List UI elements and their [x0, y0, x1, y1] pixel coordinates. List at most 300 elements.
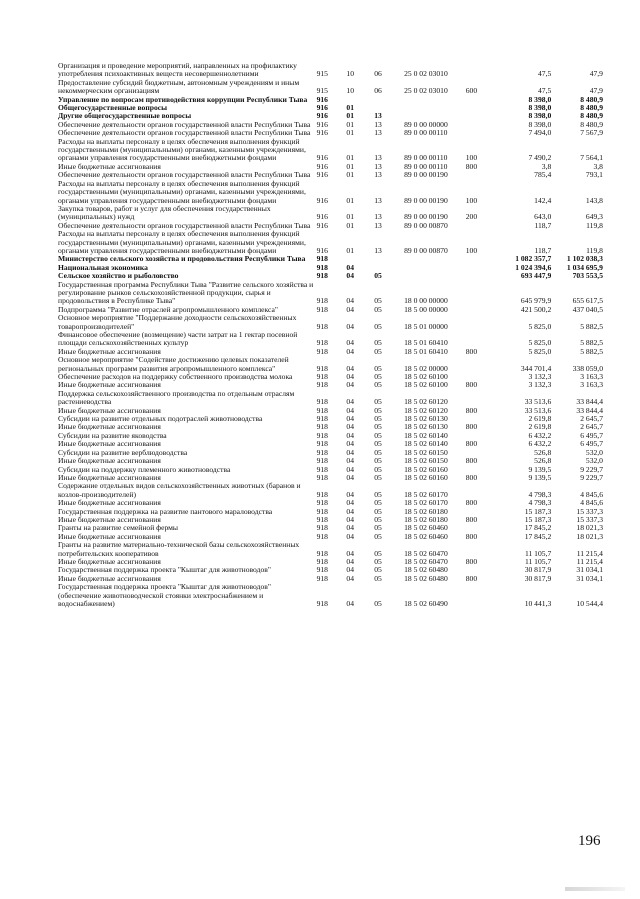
cell-csr: 18 5 02 60150	[404, 447, 448, 457]
cell-s1: 3,8	[541, 161, 552, 171]
cell-rz: 01	[346, 119, 354, 129]
cell-ved: 916	[316, 153, 328, 163]
cell-rz: 04	[346, 447, 354, 457]
cell-name: Иные бюджетные ассигнования	[58, 556, 161, 566]
cell-vr: 800	[465, 161, 478, 171]
cell-s1: 30 817,9	[524, 565, 552, 575]
cell-name: Государственная программа Республики Тыва "Развитие сельского хозяйства и регулирование рынков сельскохозяйственной продукции, сырья и продовольствия в Республике Тыва"	[58, 279, 314, 306]
cell-s2: 3,8	[593, 161, 603, 171]
cell-rz: 01	[346, 111, 354, 121]
cell-rz: 01	[346, 220, 354, 230]
cell-name: Государственная поддержка проекта "Кыштаг для животноводов"	[58, 565, 271, 575]
cell-ved: 916	[316, 195, 328, 205]
cell-rz: 04	[346, 565, 354, 575]
cell-csr: 18 5 01 60410	[404, 338, 448, 348]
cell-vr: 200	[465, 212, 478, 222]
cell-csr: 89 0 00 00000	[404, 119, 448, 129]
cell-ved: 918	[316, 414, 328, 424]
cell-s2: 1 102 038,3	[566, 254, 603, 264]
cell-vr: 800	[465, 472, 478, 482]
cell-rz: 04	[346, 271, 354, 281]
cell-ved: 918	[316, 346, 328, 356]
cell-name: Государственная поддержка проекта "Кыштаг для животноводов" (обеспечение животноводческой стоянки электроснабжением и водоснабжением)	[58, 582, 271, 608]
cell-rz: 04	[346, 523, 354, 533]
table-row	[58, 281, 603, 306]
cell-s2: 33 844,4	[576, 397, 603, 407]
cell-s2: 3 163,3	[580, 372, 603, 382]
cell-s2: 9 229,7	[580, 472, 603, 482]
cell-s2: 6 495,7	[580, 430, 603, 440]
cell-s2: 2 645,7	[580, 422, 603, 432]
cell-s1: 9 139,5	[528, 464, 552, 474]
cell-csr: 18 5 01 00000	[404, 321, 448, 331]
cell-vr: 800	[465, 346, 478, 356]
cell-ved: 916	[316, 245, 328, 255]
cell-pr: 05	[374, 498, 382, 508]
cell-s1: 643,0	[534, 212, 552, 222]
cell-ved: 918	[316, 271, 328, 281]
cell-s1: 17 845,2	[524, 523, 552, 533]
cell-csr: 89 0 00 00110	[404, 153, 448, 163]
table-row	[58, 62, 603, 79]
cell-csr: 89 0 00 00870	[404, 245, 448, 255]
cell-s1: 3 132,3	[528, 372, 552, 382]
cell-s2: 8 480,9	[580, 103, 603, 113]
cell-s1: 526,8	[534, 456, 552, 466]
cell-pr: 05	[374, 523, 382, 533]
cell-rz: 04	[346, 321, 354, 331]
cell-name: Субсидии на развитие верблюдоводства	[58, 447, 188, 457]
cell-csr: 25 0 02 03010	[404, 86, 448, 96]
cell-rz: 04	[346, 573, 354, 583]
cell-s1: 30 817,9	[524, 573, 552, 583]
cell-csr: 18 5 02 60480	[404, 565, 448, 575]
cell-s2: 119,8	[586, 220, 603, 230]
cell-name: Основное мероприятие "Поддержание доходности сельскохозяйственных товаропроизводителей"	[58, 313, 297, 331]
cell-name: Управление по вопросам противодействия коррупции Республики Тыва	[58, 94, 308, 104]
cell-ved: 915	[316, 86, 328, 96]
cell-ved: 918	[316, 472, 328, 482]
cell-rz: 04	[346, 363, 354, 373]
cell-name: Иные бюджетные ассигнования	[58, 531, 161, 541]
cell-rz: 04	[346, 439, 354, 449]
cell-pr: 13	[374, 111, 382, 121]
cell-name: Расходы на выплаты персоналу в целях обеспечения выполнения функций государственными (муниципальными) органами, казенными учреждениями, органами управления государственными внебюджетными фондами	[58, 229, 306, 255]
cell-pr: 13	[374, 119, 382, 129]
cell-pr: 06	[374, 69, 382, 79]
cell-s1: 5 825,0	[528, 346, 552, 356]
cell-ved: 915	[316, 69, 328, 79]
cell-s2: 3 163,3	[580, 380, 603, 390]
cell-rz: 04	[346, 372, 354, 382]
cell-rz: 04	[346, 599, 354, 608]
cell-vr: 800	[465, 573, 478, 583]
cell-ved: 918	[316, 456, 328, 466]
cell-ved: 916	[316, 128, 328, 138]
cell-pr: 05	[374, 472, 382, 482]
cell-name: Обеспечение деятельности органов государственной власти Республики Тыва	[58, 170, 311, 180]
cell-csr: 18 5 02 60490	[404, 599, 448, 608]
cell-rz: 04	[346, 531, 354, 541]
cell-s2: 15 337,3	[576, 514, 603, 524]
cell-name: Субсидии на развитие яководства	[58, 430, 167, 440]
cell-name: Иные бюджетные ассигнования	[58, 161, 161, 171]
cell-ved: 916	[316, 212, 328, 222]
cell-pr: 13	[374, 245, 382, 255]
cell-ved: 918	[316, 363, 328, 373]
cell-pr: 05	[374, 271, 382, 281]
cell-s1: 645 979,9	[520, 296, 552, 306]
cell-s1: 5 825,0	[528, 338, 552, 348]
cell-name: Иные бюджетные ассигнования	[58, 346, 161, 356]
cell-vr: 800	[465, 514, 478, 524]
cell-rz: 04	[346, 514, 354, 524]
table-row	[58, 541, 603, 558]
cell-csr: 18 5 02 60470	[404, 556, 448, 566]
cell-rz: 04	[346, 304, 354, 314]
cell-rz: 04	[346, 338, 354, 348]
cell-name: Расходы на выплаты персоналу в целях обеспечения выполнения функций государственными (муниципальными) органами, казенными учреждениями, органами управления государственными внебюджетными фондами	[58, 136, 306, 163]
cell-csr: 89 0 00 00190	[404, 212, 448, 222]
cell-ved: 918	[316, 531, 328, 541]
cell-s2: 655 617,5	[572, 296, 603, 306]
cell-csr: 18 5 02 60180	[404, 506, 448, 516]
cell-csr: 25 0 02 03010	[404, 69, 448, 79]
cell-rz: 04	[346, 472, 354, 482]
cell-pr: 05	[374, 296, 382, 306]
cell-name: Обеспечение расходов на поддержку собственного производства молока	[58, 372, 293, 382]
cell-name: Подпрограмма "Развитие отраслей агропромышленного комплекса"	[58, 304, 278, 314]
cell-pr: 13	[374, 212, 382, 222]
cell-pr: 13	[374, 153, 382, 163]
table-row	[58, 331, 603, 348]
cell-name: Предоставление субсидий бюджетным, автономным учреждениям и иным некоммерческим организациям	[58, 77, 300, 96]
cell-name: Иные бюджетные ассигнования	[58, 514, 161, 524]
table-row	[58, 79, 603, 96]
cell-name: Закупка товаров, работ и услуг для обеспечения государственных (муниципальных) нужд	[58, 203, 271, 222]
page-number: 196	[578, 833, 601, 849]
cell-s2: 8 480,9	[580, 94, 603, 104]
cell-ved: 918	[316, 556, 328, 566]
cell-name: Иные бюджетные ассигнования	[58, 422, 161, 432]
cell-s1: 785,4	[534, 170, 552, 180]
cell-pr: 05	[374, 397, 382, 407]
cell-s1: 5 825,0	[528, 321, 552, 331]
cell-pr: 05	[374, 514, 382, 524]
cell-pr: 05	[374, 599, 382, 608]
cell-csr: 18 5 02 60480	[404, 573, 448, 583]
cell-name: Гранты на развитие материально-технической базы сельскохозяйственных потребительских кооперативов	[58, 540, 300, 558]
cell-ved: 918	[316, 573, 328, 583]
cell-s1: 3 132,3	[528, 380, 552, 390]
table-row	[58, 482, 603, 499]
cell-name: Министерство сельского хозяйства и продовольствия Республики Тыва	[58, 254, 306, 264]
cell-pr: 13	[374, 195, 382, 205]
cell-vr: 800	[465, 405, 478, 415]
cell-csr: 18 5 02 60150	[404, 456, 448, 466]
cell-csr: 18 5 02 60180	[404, 514, 448, 524]
cell-rz: 04	[346, 397, 354, 407]
cell-csr: 18 5 02 60100	[404, 372, 448, 382]
cell-s1: 15 187,3	[524, 506, 552, 516]
cell-s2: 8 480,9	[580, 119, 603, 129]
cell-csr: 18 5 02 60460	[404, 523, 448, 533]
cell-ved: 918	[316, 397, 328, 407]
cell-pr: 05	[374, 456, 382, 466]
cell-s2: 143,8	[585, 195, 603, 205]
cell-s2: 47,9	[589, 86, 603, 96]
cell-name: Поддержка сельскохозяйственного производства по отдельным отраслям растениеводства	[58, 388, 295, 407]
table-row	[58, 356, 603, 373]
cell-s2: 9 229,7	[580, 464, 603, 474]
cell-rz: 01	[346, 128, 354, 138]
cell-rz: 04	[346, 346, 354, 356]
cell-s2: 703 553,5	[572, 271, 603, 281]
cell-pr: 13	[374, 161, 382, 171]
cell-csr: 18 5 02 00000	[404, 363, 448, 373]
cell-vr: 800	[465, 556, 478, 566]
cell-name: Иные бюджетные ассигнования	[58, 573, 161, 583]
cell-csr: 18 5 02 60140	[404, 430, 448, 440]
cell-ved: 916	[316, 94, 328, 104]
cell-csr: 18 5 02 60460	[404, 531, 448, 541]
cell-rz: 10	[346, 69, 354, 79]
cell-s2: 532,0	[585, 456, 603, 466]
cell-s2: 5 882,5	[580, 346, 603, 356]
cell-vr: 800	[465, 380, 478, 390]
cell-name: Иные бюджетные ассигнования	[58, 380, 161, 390]
cell-ved: 918	[316, 304, 328, 314]
cell-ved: 916	[316, 103, 328, 113]
cell-csr: 18 5 02 60120	[404, 405, 448, 415]
cell-rz: 01	[346, 245, 354, 255]
cell-name: Иные бюджетные ассигнования	[58, 498, 161, 508]
cell-rz: 01	[346, 170, 354, 180]
cell-s1: 142,4	[534, 195, 552, 205]
cell-rz: 04	[346, 422, 354, 432]
cell-ved: 918	[316, 523, 328, 533]
cell-pr: 05	[374, 380, 382, 390]
cell-s2: 119,8	[586, 245, 603, 255]
cell-vr: 600	[465, 86, 478, 96]
cell-rz: 04	[346, 548, 354, 558]
cell-s1: 7 494,0	[528, 128, 552, 138]
cell-s2: 11 215,4	[576, 556, 603, 566]
cell-s2: 15 337,3	[576, 506, 603, 516]
cell-ved: 916	[316, 220, 328, 230]
table-row	[58, 205, 603, 222]
cell-s1: 6 432,2	[528, 430, 552, 440]
cell-pr: 05	[374, 447, 382, 457]
cell-ved: 918	[316, 506, 328, 516]
cell-s1: 4 798,3	[528, 498, 552, 508]
cell-ved: 916	[316, 161, 328, 171]
cell-ved: 916	[316, 111, 328, 121]
cell-csr: 18 5 02 60470	[404, 548, 448, 558]
cell-s1: 47,5	[537, 69, 552, 79]
cell-s2: 31 034,1	[576, 565, 603, 575]
cell-ved: 918	[316, 447, 328, 457]
cell-rz: 04	[346, 556, 354, 566]
cell-pr: 05	[374, 363, 382, 373]
cell-s2: 8 480,9	[580, 111, 603, 121]
cell-rz: 01	[346, 103, 354, 113]
cell-pr: 05	[374, 573, 382, 583]
cell-s1: 15 187,3	[524, 514, 552, 524]
cell-s2: 10 544,4	[576, 599, 603, 608]
cell-pr: 13	[374, 170, 382, 180]
cell-s2: 11 215,4	[576, 548, 603, 558]
cell-s1: 4 798,3	[528, 489, 552, 499]
cell-ved: 918	[316, 565, 328, 575]
cell-csr: 18 5 02 60140	[404, 439, 448, 449]
cell-ved: 918	[316, 599, 328, 608]
cell-s1: 33 513,6	[524, 397, 552, 407]
cell-rz: 04	[346, 380, 354, 390]
cell-pr: 05	[374, 506, 382, 516]
cell-s2: 6 495,7	[580, 439, 603, 449]
cell-ved: 918	[316, 296, 328, 306]
cell-rz: 01	[346, 212, 354, 222]
cell-ved: 918	[316, 498, 328, 508]
cell-ved: 918	[316, 254, 328, 264]
cell-ved: 918	[316, 548, 328, 558]
cell-s1: 9 139,5	[528, 472, 552, 482]
table-row	[58, 180, 603, 205]
cell-ved: 918	[316, 405, 328, 415]
cell-s2: 31 034,1	[576, 573, 603, 583]
cell-s1: 2 619,8	[528, 422, 552, 432]
cell-pr: 05	[374, 422, 382, 432]
cell-pr: 05	[374, 346, 382, 356]
cell-s2: 4 845,6	[580, 498, 603, 508]
cell-name: Иные бюджетные ассигнования	[58, 439, 161, 449]
cell-pr: 05	[374, 439, 382, 449]
cell-rz: 04	[346, 498, 354, 508]
cell-csr: 18 5 02 60120	[404, 397, 448, 407]
cell-name: Общегосударственные вопросы	[58, 103, 168, 113]
cell-name: Обеспечение деятельности органов государственной власти Республики Тыва	[58, 119, 311, 129]
cell-s1: 1 082 357,7	[515, 254, 552, 264]
cell-csr: 89 0 00 00870	[404, 220, 448, 230]
cell-rz: 04	[346, 414, 354, 424]
cell-name: Иные бюджетные ассигнования	[58, 405, 161, 415]
cell-ved: 918	[316, 439, 328, 449]
cell-csr: 18 0 00 00000	[404, 296, 448, 306]
cell-s1: 33 513,6	[524, 405, 552, 415]
cell-pr: 05	[374, 548, 382, 558]
cell-pr: 05	[374, 321, 382, 331]
cell-pr: 05	[374, 338, 382, 348]
cell-vr: 800	[465, 422, 478, 432]
cell-csr: 18 5 02 60130	[404, 414, 448, 424]
cell-s1: 693 447,9	[520, 271, 552, 281]
cell-s1: 47,5	[537, 86, 552, 96]
cell-pr: 05	[374, 565, 382, 575]
cell-s1: 6 432,2	[528, 439, 552, 449]
cell-name: Сельское хозяйство и рыболовство	[58, 271, 179, 281]
cell-vr: 800	[465, 439, 478, 449]
cell-name: Обеспечение деятельности органов государственной власти Республики Тыва	[58, 220, 311, 230]
cell-csr: 18 5 00 00000	[404, 304, 448, 314]
cell-s2: 7 564,1	[580, 153, 603, 163]
cell-rz: 04	[346, 405, 354, 415]
cell-pr: 05	[374, 531, 382, 541]
cell-name: Иные бюджетные ассигнования	[58, 456, 161, 466]
cell-csr: 18 5 02 60170	[404, 489, 448, 499]
cell-s2: 18 021,3	[576, 523, 603, 533]
cell-pr: 05	[374, 372, 382, 382]
table-row	[58, 138, 603, 163]
cell-csr: 89 0 00 00110	[404, 161, 448, 171]
cell-s1: 118,7	[534, 220, 552, 230]
cell-s1: 344 701,4	[520, 363, 552, 373]
cell-ved: 918	[316, 380, 328, 390]
cell-name: Субсидии на поддержку племенного животноводства	[58, 464, 231, 474]
cell-ved: 916	[316, 170, 328, 180]
cell-s1: 8 398,0	[528, 111, 552, 121]
cell-name: Расходы на выплаты персоналу в целях обеспечения выполнения функций государственными (муниципальными) органами, казенными учреждениями, органами управления государственными внебюджетными фондами	[58, 178, 306, 205]
cell-s1: 1 024 394,6	[515, 262, 552, 272]
cell-name: Основное мероприятие "Содействие достижению целевых показателей региональных программ развития агропромышленного комплекса"	[58, 355, 289, 373]
cell-s2: 5 882,5	[580, 321, 603, 331]
cell-s2: 2 645,7	[580, 414, 603, 424]
cell-rz: 04	[346, 489, 354, 499]
cell-rz: 04	[346, 456, 354, 466]
cell-csr: 18 5 02 60130	[404, 422, 448, 432]
cell-s1: 421 500,2	[520, 304, 552, 314]
cell-csr: 89 0 00 00190	[404, 195, 448, 205]
table-row	[58, 583, 603, 608]
cell-s2: 437 040,5	[572, 304, 603, 314]
cell-rz: 04	[346, 506, 354, 516]
cell-s2: 7 567,9	[580, 128, 603, 138]
scan-smudge	[565, 887, 625, 891]
cell-pr: 05	[374, 430, 382, 440]
cell-s2: 18 021,3	[576, 531, 603, 541]
cell-name: Субсидии на развитие отдельных подотраслей животноводства	[58, 414, 263, 424]
cell-s1: 118,7	[534, 245, 552, 255]
cell-csr: 18 5 02 60100	[404, 380, 448, 390]
cell-s1: 8 398,0	[528, 94, 552, 104]
cell-name: Гранты на развитие семейной фермы	[58, 523, 179, 533]
cell-rz: 01	[346, 153, 354, 163]
cell-s2: 793,1	[585, 170, 603, 180]
cell-s2: 649,3	[585, 212, 603, 222]
cell-name: Финансовое обеспечение (возмещение) части затрат на 1 гектар посевной площади сельскохозяйственных культур	[58, 330, 298, 348]
cell-name: Национальная экономика	[58, 262, 148, 272]
cell-ved: 918	[316, 321, 328, 331]
cell-rz: 04	[346, 262, 354, 272]
cell-s1: 11 105,7	[524, 548, 552, 558]
cell-csr: 18 5 02 60160	[404, 472, 448, 482]
cell-csr: 89 0 00 00110	[404, 128, 448, 138]
cell-s1: 10 441,3	[524, 599, 552, 608]
cell-rz: 04	[346, 464, 354, 474]
cell-s1: 11 105,7	[524, 556, 552, 566]
cell-pr: 05	[374, 489, 382, 499]
cell-pr: 05	[374, 304, 382, 314]
cell-ved: 918	[316, 262, 328, 272]
cell-csr: 18 5 01 60410	[404, 346, 448, 356]
cell-pr: 06	[374, 86, 382, 96]
cell-ved: 918	[316, 372, 328, 382]
cell-rz: 04	[346, 296, 354, 306]
cell-s2: 1 034 695,9	[566, 262, 603, 272]
cell-s1: 526,8	[534, 447, 552, 457]
cell-s2: 4 845,6	[580, 489, 603, 499]
cell-ved: 918	[316, 464, 328, 474]
